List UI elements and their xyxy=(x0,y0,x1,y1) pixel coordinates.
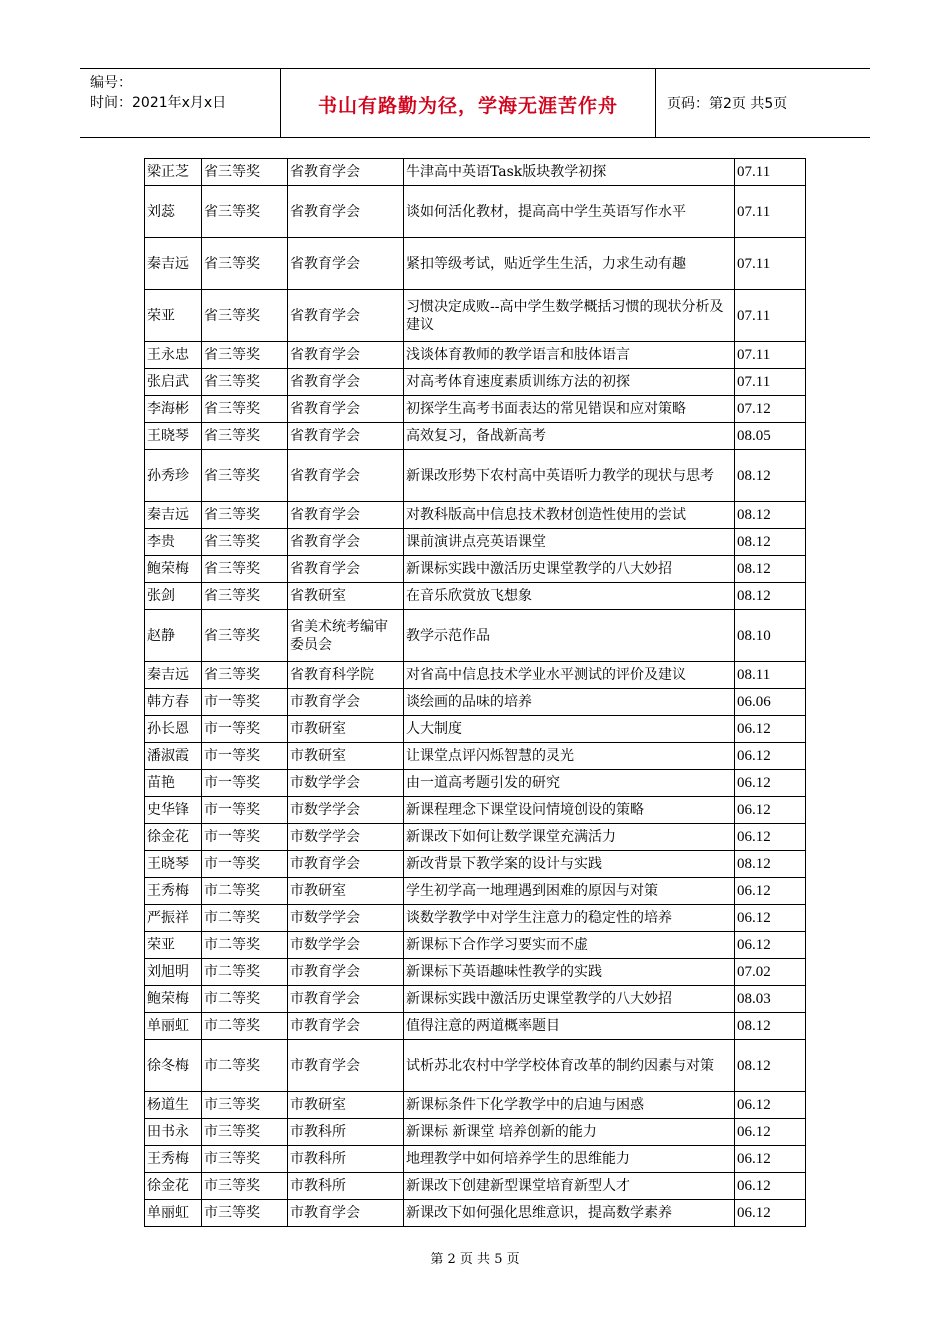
record-name-cell: 王秀梅 xyxy=(145,878,202,905)
record-award-cell: 省三等奖 xyxy=(202,583,288,610)
record-date-cell: 06.06 xyxy=(735,689,806,716)
record-name-cell: 徐冬梅 xyxy=(145,1040,202,1092)
record-award-cell: 市一等奖 xyxy=(202,689,288,716)
record-title-cell: 课前演讲点亮英语课堂 xyxy=(404,529,735,556)
record-award-cell: 市二等奖 xyxy=(202,1040,288,1092)
record-award-cell: 省三等奖 xyxy=(202,423,288,450)
record-date-cell: 07.11 xyxy=(735,342,806,369)
table-row xyxy=(145,851,806,878)
record-name-cell: 张启武 xyxy=(145,369,202,396)
record-date-cell: 06.12 xyxy=(735,797,806,824)
record-org-cell: 省教育学会 xyxy=(288,186,404,238)
record-date-cell: 06.12 xyxy=(735,743,806,770)
record-award-cell: 市一等奖 xyxy=(202,716,288,743)
record-name-cell: 孙长恩 xyxy=(145,716,202,743)
record-title-cell: 高效复习，备战新高考 xyxy=(404,423,735,450)
awards-table xyxy=(144,158,806,1227)
record-award-cell: 省三等奖 xyxy=(202,369,288,396)
record-date-cell: 06.12 xyxy=(735,878,806,905)
record-org-cell: 市教育学会 xyxy=(288,1200,404,1227)
record-org-cell: 市数学学会 xyxy=(288,905,404,932)
record-title-cell: 新课改下如何让数学课堂充满活力 xyxy=(404,824,735,851)
record-title-cell: 教学示范作品 xyxy=(404,610,735,662)
record-title-cell: 新改背景下教学案的设计与实践 xyxy=(404,851,735,878)
record-date-cell: 06.12 xyxy=(735,1146,806,1173)
record-title-cell: 对教科版高中信息技术教材创造性使用的尝试 xyxy=(404,502,735,529)
record-date-cell: 08.05 xyxy=(735,423,806,450)
record-award-cell: 省三等奖 xyxy=(202,556,288,583)
record-name-cell: 王秀梅 xyxy=(145,1146,202,1173)
record-org-cell: 市教科所 xyxy=(288,1173,404,1200)
table-row xyxy=(145,556,806,583)
record-title-cell: 紧扣等级考试，贴近学生生活，力求生动有趣 xyxy=(404,238,735,290)
table-row xyxy=(145,1013,806,1040)
table-row xyxy=(145,716,806,743)
record-award-cell: 省三等奖 xyxy=(202,450,288,502)
record-award-cell: 市一等奖 xyxy=(202,743,288,770)
record-name-cell: 王永忠 xyxy=(145,342,202,369)
record-name-cell: 史华锋 xyxy=(145,797,202,824)
table-row xyxy=(145,450,806,502)
record-org-cell: 省教育学会 xyxy=(288,502,404,529)
record-org-cell: 市教育学会 xyxy=(288,851,404,878)
record-title-cell: 新课改形势下农村高中英语听力教学的现状与思考 xyxy=(404,450,735,502)
record-org-cell: 省教育学会 xyxy=(288,342,404,369)
table-row xyxy=(145,878,806,905)
record-award-cell: 省三等奖 xyxy=(202,396,288,423)
record-org-cell: 省教育科学院 xyxy=(288,662,404,689)
record-date-cell: 08.12 xyxy=(735,450,806,502)
record-org-cell: 市数学学会 xyxy=(288,770,404,797)
record-title-cell: 值得注意的两道概率题目 xyxy=(404,1013,735,1040)
table-row xyxy=(145,290,806,342)
record-org-cell: 市数学学会 xyxy=(288,824,404,851)
record-name-cell: 秦吉远 xyxy=(145,502,202,529)
record-award-cell: 省三等奖 xyxy=(202,342,288,369)
record-date-cell: 06.12 xyxy=(735,770,806,797)
table-row xyxy=(145,583,806,610)
record-org-cell: 市教育学会 xyxy=(288,689,404,716)
record-name-cell: 苗艳 xyxy=(145,770,202,797)
record-date-cell: 07.12 xyxy=(735,396,806,423)
table-row xyxy=(145,743,806,770)
record-name-cell: 孙秀珍 xyxy=(145,450,202,502)
page-footer: 第 2 页 共 5 页 xyxy=(430,1252,520,1267)
record-title-cell: 谈绘画的品味的培养 xyxy=(404,689,735,716)
record-date-cell: 06.12 xyxy=(735,1092,806,1119)
record-name-cell: 韩方春 xyxy=(145,689,202,716)
table-row xyxy=(145,932,806,959)
table-row xyxy=(145,1200,806,1227)
record-org-cell: 市教研室 xyxy=(288,743,404,770)
record-org-cell: 省教育学会 xyxy=(288,423,404,450)
record-award-cell: 市一等奖 xyxy=(202,770,288,797)
record-title-cell: 牛津高中英语Task版块教学初探 xyxy=(404,159,735,186)
record-org-cell: 省教育学会 xyxy=(288,529,404,556)
record-award-cell: 省三等奖 xyxy=(202,529,288,556)
record-title-cell: 初探学生高考书面表达的常见错误和应对策略 xyxy=(404,396,735,423)
table-row xyxy=(145,1146,806,1173)
table-row xyxy=(145,986,806,1013)
record-date-cell: 08.12 xyxy=(735,1013,806,1040)
record-title-cell: 新课改下创建新型课堂培育新型人才 xyxy=(404,1173,735,1200)
record-award-cell: 市二等奖 xyxy=(202,932,288,959)
table-row xyxy=(145,1040,806,1092)
record-org-cell: 市教研室 xyxy=(288,878,404,905)
record-date-cell: 07.11 xyxy=(735,290,806,342)
record-date-cell: 06.12 xyxy=(735,932,806,959)
record-award-cell: 市二等奖 xyxy=(202,959,288,986)
record-title-cell: 新课改下如何强化思维意识，提高数学素养 xyxy=(404,1200,735,1227)
record-award-cell: 省三等奖 xyxy=(202,502,288,529)
record-date-cell: 08.12 xyxy=(735,851,806,878)
table-row xyxy=(145,238,806,290)
record-award-cell: 市三等奖 xyxy=(202,1200,288,1227)
table-row xyxy=(145,159,806,186)
table-row xyxy=(145,959,806,986)
record-org-cell: 省教育学会 xyxy=(288,238,404,290)
table-row xyxy=(145,529,806,556)
record-date-cell: 07.11 xyxy=(735,159,806,186)
record-title-cell: 学生初学高一地理遇到困难的原因与对策 xyxy=(404,878,735,905)
record-date-cell: 08.10 xyxy=(735,610,806,662)
record-name-cell: 杨道生 xyxy=(145,1092,202,1119)
record-org-cell: 省教育学会 xyxy=(288,396,404,423)
table-row xyxy=(145,662,806,689)
record-org-cell: 市数学学会 xyxy=(288,797,404,824)
record-title-cell: 人大制度 xyxy=(404,716,735,743)
record-award-cell: 省三等奖 xyxy=(202,290,288,342)
record-org-cell: 市教育学会 xyxy=(288,986,404,1013)
record-award-cell: 市三等奖 xyxy=(202,1146,288,1173)
record-name-cell: 梁正芝 xyxy=(145,159,202,186)
table-row xyxy=(145,824,806,851)
record-date-cell: 07.02 xyxy=(735,959,806,986)
page-header xyxy=(80,68,870,138)
record-title-cell: 对高考体育速度素质训练方法的初探 xyxy=(404,369,735,396)
header-motto: 书山有路勤为径，学海无涯苦作舟 xyxy=(317,95,618,117)
record-name-cell: 徐金花 xyxy=(145,824,202,851)
table-row xyxy=(145,396,806,423)
record-title-cell: 地理教学中如何培养学生的思维能力 xyxy=(404,1146,735,1173)
table-row xyxy=(145,186,806,238)
table-row xyxy=(145,1092,806,1119)
record-name-cell: 王晓琴 xyxy=(145,423,202,450)
record-date-cell: 07.11 xyxy=(735,186,806,238)
record-date-cell: 08.12 xyxy=(735,1040,806,1092)
awards-table-body xyxy=(145,159,806,1227)
table-row xyxy=(145,689,806,716)
record-date-cell: 06.12 xyxy=(735,824,806,851)
table-row xyxy=(145,502,806,529)
record-org-cell: 市教育学会 xyxy=(288,1013,404,1040)
record-award-cell: 省三等奖 xyxy=(202,159,288,186)
record-name-cell: 鲍荣梅 xyxy=(145,556,202,583)
record-award-cell: 省三等奖 xyxy=(202,662,288,689)
header-time-label: 时间：2021年x月x日 xyxy=(90,95,227,111)
record-title-cell: 新课标下英语趣味性教学的实践 xyxy=(404,959,735,986)
record-award-cell: 市二等奖 xyxy=(202,986,288,1013)
record-date-cell: 06.12 xyxy=(735,1173,806,1200)
record-name-cell: 李贵 xyxy=(145,529,202,556)
record-name-cell: 荣亚 xyxy=(145,290,202,342)
record-title-cell: 习惯决定成败--高中学生数学概括习惯的现状分析及建议 xyxy=(404,290,735,342)
record-org-cell: 省教育学会 xyxy=(288,159,404,186)
record-org-cell: 市教科所 xyxy=(288,1119,404,1146)
record-date-cell: 08.12 xyxy=(735,583,806,610)
record-title-cell: 在音乐欣赏放飞想象 xyxy=(404,583,735,610)
record-award-cell: 市一等奖 xyxy=(202,797,288,824)
record-award-cell: 市三等奖 xyxy=(202,1173,288,1200)
record-name-cell: 严振祥 xyxy=(145,905,202,932)
header-meta xyxy=(90,73,226,113)
record-title-cell: 新课标 新课堂 培养创新的能力 xyxy=(404,1119,735,1146)
record-title-cell: 新课标实践中激活历史课堂教学的八大妙招 xyxy=(404,986,735,1013)
record-award-cell: 市二等奖 xyxy=(202,878,288,905)
record-org-cell: 省教育学会 xyxy=(288,290,404,342)
header-page-info: 页码：第2页 共5页 xyxy=(667,96,788,112)
table-row xyxy=(145,423,806,450)
record-title-cell: 浅谈体育教师的教学语言和肢体语言 xyxy=(404,342,735,369)
table-row xyxy=(145,1119,806,1146)
record-date-cell: 06.12 xyxy=(735,716,806,743)
record-name-cell: 张剑 xyxy=(145,583,202,610)
record-name-cell: 李海彬 xyxy=(145,396,202,423)
record-name-cell: 刘旭明 xyxy=(145,959,202,986)
record-org-cell: 省美术统考编审委员会 xyxy=(288,610,404,662)
header-number-label: 编号： xyxy=(90,75,132,91)
record-date-cell: 06.12 xyxy=(735,1200,806,1227)
record-date-cell: 08.12 xyxy=(735,529,806,556)
record-title-cell: 谈数学教学中对学生注意力的稳定性的培养 xyxy=(404,905,735,932)
table-row xyxy=(145,770,806,797)
record-name-cell: 徐金花 xyxy=(145,1173,202,1200)
record-org-cell: 市教研室 xyxy=(288,1092,404,1119)
table-row xyxy=(145,1173,806,1200)
record-org-cell: 省教育学会 xyxy=(288,450,404,502)
record-name-cell: 荣亚 xyxy=(145,932,202,959)
record-name-cell: 秦吉远 xyxy=(145,662,202,689)
record-date-cell: 08.12 xyxy=(735,556,806,583)
record-award-cell: 省三等奖 xyxy=(202,610,288,662)
record-org-cell: 市教育学会 xyxy=(288,1040,404,1092)
record-date-cell: 07.11 xyxy=(735,238,806,290)
record-title-cell: 对省高中信息技术学业水平测试的评价及建议 xyxy=(404,662,735,689)
record-award-cell: 市三等奖 xyxy=(202,1092,288,1119)
record-name-cell: 鲍荣梅 xyxy=(145,986,202,1013)
record-date-cell: 08.12 xyxy=(735,502,806,529)
record-title-cell: 新课标实践中激活历史课堂教学的八大妙招 xyxy=(404,556,735,583)
record-award-cell: 市二等奖 xyxy=(202,905,288,932)
record-title-cell: 新课标下合作学习要实而不虚 xyxy=(404,932,735,959)
record-award-cell: 市二等奖 xyxy=(202,1013,288,1040)
table-row xyxy=(145,342,806,369)
record-org-cell: 市教研室 xyxy=(288,716,404,743)
record-name-cell: 潘淑霞 xyxy=(145,743,202,770)
table-row xyxy=(145,610,806,662)
table-row xyxy=(145,797,806,824)
record-title-cell: 试析苏北农村中学学校体育改革的制约因素与对策 xyxy=(404,1040,735,1092)
record-name-cell: 王晓琴 xyxy=(145,851,202,878)
record-name-cell: 田书永 xyxy=(145,1119,202,1146)
table-row xyxy=(145,905,806,932)
record-date-cell: 08.03 xyxy=(735,986,806,1013)
record-org-cell: 省教研室 xyxy=(288,583,404,610)
record-date-cell: 08.11 xyxy=(735,662,806,689)
record-name-cell: 单丽虹 xyxy=(145,1013,202,1040)
header-divider xyxy=(655,69,656,137)
table-row xyxy=(145,369,806,396)
record-org-cell: 市教科所 xyxy=(288,1146,404,1173)
record-org-cell: 市数学学会 xyxy=(288,932,404,959)
record-org-cell: 省教育学会 xyxy=(288,556,404,583)
record-title-cell: 新课标条件下化学教学中的启迪与困惑 xyxy=(404,1092,735,1119)
record-name-cell: 秦吉远 xyxy=(145,238,202,290)
record-name-cell: 刘蕊 xyxy=(145,186,202,238)
record-award-cell: 省三等奖 xyxy=(202,186,288,238)
record-date-cell: 06.12 xyxy=(735,1119,806,1146)
record-award-cell: 省三等奖 xyxy=(202,238,288,290)
record-title-cell: 由一道高考题引发的研究 xyxy=(404,770,735,797)
record-date-cell: 07.11 xyxy=(735,369,806,396)
record-title-cell: 新课程理念下课堂设问情境创设的策略 xyxy=(404,797,735,824)
record-name-cell: 赵静 xyxy=(145,610,202,662)
record-date-cell: 06.12 xyxy=(735,905,806,932)
record-org-cell: 省教育学会 xyxy=(288,369,404,396)
record-award-cell: 市一等奖 xyxy=(202,851,288,878)
record-award-cell: 市一等奖 xyxy=(202,824,288,851)
record-award-cell: 市三等奖 xyxy=(202,1119,288,1146)
record-name-cell: 单丽虹 xyxy=(145,1200,202,1227)
record-org-cell: 市教育学会 xyxy=(288,959,404,986)
record-title-cell: 让课堂点评闪烁智慧的灵光 xyxy=(404,743,735,770)
record-title-cell: 谈如何活化教材，提高高中学生英语写作水平 xyxy=(404,186,735,238)
